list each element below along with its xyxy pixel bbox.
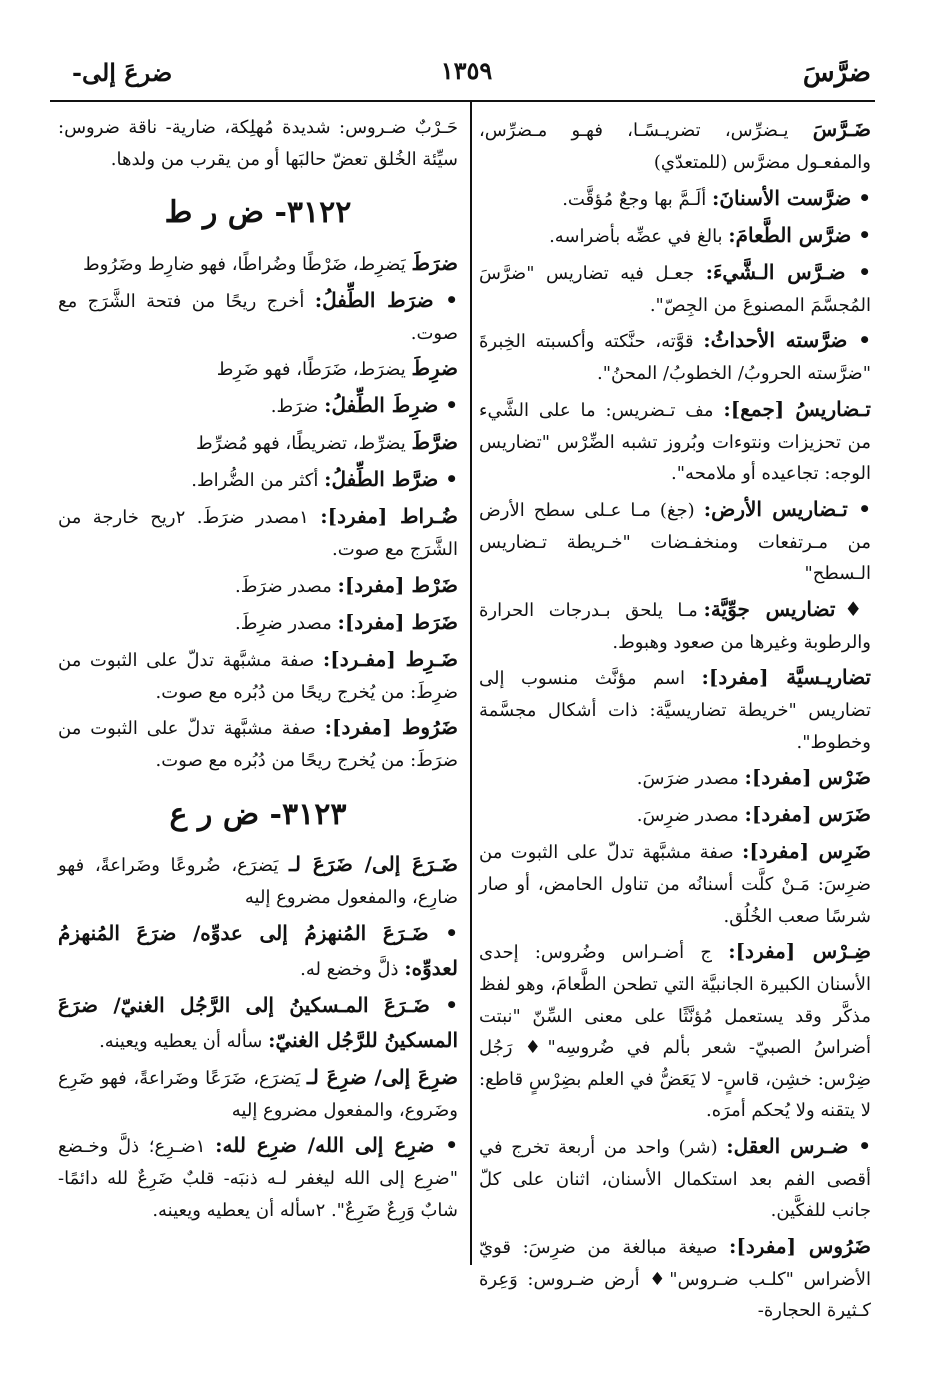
entry (58, 1060, 458, 1127)
headword: ضِـرْس [مفرد]: (728, 939, 871, 963)
definition: ١ضـرِع؛ ذلَّ وخـضع "ضرِع إلى الله ليغفر لـه ذنبَه- قلبٌ ضَرِعٌ لله دائمًا- شابٌ وَرِعٌ ضَرِعٌ". ٢سأله أن يعطيه ويعينه. (58, 1136, 458, 1221)
entry (58, 425, 458, 460)
definition: اسم مؤنَّث منسوب إلى تضاريس "خريطة تضاريسيَّة: ذات أشكال مجسَّمة وخطوط". (479, 668, 871, 753)
headword: ضرِطَ (411, 356, 458, 380)
headword: ضَـرِط [مفـرد]: (322, 646, 459, 671)
continuation-text: حَـرْبٌ ضـروس: شديدة مُهلِكة، ضارية- ناقة ضروس: سيِّئة الخُلق تعضّ حالبَها أو من يقرب من ولدها. (58, 117, 458, 170)
definition: أخرج ريحًا من فتحة الشَّرَج مع صوت. (58, 290, 458, 344)
definition: يَضرَع، ضَرَعًا وضَراعةً، فهو ضَرِع وضَروع، والمفعول مضروع إليه (58, 1067, 458, 1121)
headword: • ضرَّسته الأحداثُ: (703, 328, 871, 352)
root-heading: ٣١٢٢- ض ر ط (164, 195, 352, 230)
entry (479, 112, 871, 179)
left-column (58, 112, 458, 1228)
definition: أكثر من الضُّراط. (191, 470, 325, 491)
headword: • ضرِطَ الطِّفلُ: (324, 393, 458, 417)
headword: • ضرَّس الطَّعامَ: (728, 222, 871, 247)
running-head-mark: - (72, 58, 82, 87)
headword: • ضَـرَعَ المـسكينُ إلى الرَّجُل الغنيّ/ ضرَعَ المسكينُ للرَّجُل الغنيّ: (58, 992, 458, 1052)
entry (58, 283, 458, 350)
headword: ضَرَس [مفرد]: (744, 802, 871, 826)
headword: • ضـرَّس الـشَّيءَ: (705, 259, 872, 284)
definition: ألَـمَّ بها وجعٌ مُؤقَّت. (562, 188, 712, 210)
definition: (جغ) مـا عـلى سطح الأرض من مـرتفعات ومنخفـضات "خـريطة تـضاريس الـسطح" (479, 499, 871, 584)
headword: ضرِعَ إلى/ ضرِعَ لـ (306, 1064, 458, 1089)
entry (58, 988, 458, 1058)
entry (479, 323, 871, 390)
entry (479, 181, 871, 216)
definition: مف تـضريس: ما على الشَّيء من تحزيزات ونتوءات وبُروز تشبه الضِّرْس "تضاريس الوجه: تجاعيده أو ملامحه". (479, 399, 871, 484)
entry (58, 710, 458, 777)
entry (58, 642, 458, 709)
definition: صفة مشبَّهة تدلّ على الثبوت من ضرِطَ: من يُخرج ريحًا من دُبُره مع صوت. (58, 649, 458, 703)
headword: • ضَـرَعَ المُنهزمُ إلى عدوِّه/ ضرَعَ المُنهزمُ لعدوِّه: (58, 920, 458, 980)
entry (58, 351, 458, 386)
headword: • ضرَّست الأسنانَ: (711, 185, 871, 210)
headword: تضاريـسيَّة [مفرد]: (701, 665, 871, 689)
running-head-right: ضرَّسَ (802, 58, 871, 88)
headword: ضرَّطَ (411, 430, 458, 454)
definition: مصدر ضرَطَ. (235, 575, 338, 597)
entry (58, 388, 458, 423)
definition: بالغ في عضِّه بأضراسه. (549, 225, 729, 247)
headword: • ضرَّط الطِّفلُ: (324, 467, 458, 491)
entry (479, 760, 871, 795)
definition: يضرَط، ضَرَطًا، فهو ضَرِط (216, 359, 412, 380)
headword: تـضاريسُ [جمع]: (723, 396, 871, 421)
entry (58, 916, 458, 986)
entry (479, 934, 871, 1127)
root-heading: ٣١٢٣- ض ر ع (169, 796, 347, 832)
entry (479, 218, 871, 253)
definition: صيغة مبالغة من ضرِسَ: قويّ الأضراس "كلـب ضـروس"♦ أرض ضـروس: وَعِرة كـثيرة الحجارة- (479, 1236, 871, 1321)
entry (479, 492, 871, 590)
entry (479, 797, 871, 832)
running-head-left-text: ضرعَ إلى (81, 58, 173, 87)
headword: ضَرُوس [مفرد]: (729, 1233, 872, 1258)
headword: ضَرَط [مفرد]: (337, 609, 458, 634)
entry (479, 1129, 871, 1227)
headword: ضُـراط [مفرد]: (320, 504, 458, 528)
entry (58, 605, 458, 640)
headword: ضَـرَّسَ (812, 117, 871, 141)
definition: ج أضـراس وضُروس: إحدى الأسنان الكبيرة الجانبيَّة التي تطحن الطَّعامَ، وهو لفظ مذكَّر وقد يستعمل مُؤنَّثًا على معنى السِّنّ "نبتت أضراسُ الصبيّ- شعر بألم في ضُروسِه"♦ رَجُل ضِرْس: خشِن، قاسٍ- لا يَعَضُّ في العلم بضِرْسٍ قاطع: لا يتقنه ولا يُحكم أمرَه. (479, 942, 871, 1121)
header-rule (50, 100, 875, 102)
definition: يـضرِّس، تضريـسًـا، فهـو مـضرِّس، والمفعـول مضرَّس (للمتعدّي) (479, 120, 871, 173)
definition: سأله أن يعطيه ويعينه. (99, 1030, 269, 1052)
definition: ذلَّ وخضع له. (300, 958, 405, 980)
entry (479, 592, 871, 659)
headword: • ضرَط الطِّفلُ: (314, 287, 458, 312)
page-number: ١٣٥٩ (440, 56, 493, 85)
definition: يَضرَع، ضُروعًا وضَراعةً، فهو ضارِع، والمفعول مضروع إليه (58, 855, 458, 908)
definition: مصدر ضرِسَ. (636, 805, 745, 826)
definition: صفة مشبَّهة تدلّ على الثبوت من ضرَطَ: من يُخرج ريحًا من دُبُره مع صوت. (58, 718, 458, 771)
definition: يضرِّط، تضريطًا، فهو مُضرِّط (195, 433, 412, 454)
entry (479, 255, 871, 322)
running-head-left (58, 58, 172, 87)
definition: مصدر ضرَسَ. (636, 768, 745, 789)
headword: ضَرِس [مفرد]: (741, 839, 871, 863)
definition: مـا يلحق بـدرجات الحرارة والرطوبة وغيرها من صعود وهبوط. (479, 599, 871, 653)
definition: ضرَط. (270, 396, 325, 417)
entry (58, 1128, 458, 1226)
headword: • تـضاريس الأرض: (703, 496, 871, 521)
headword: • ضرِع إلى الله/ ضرِع لله: (215, 1133, 458, 1157)
headword: ضَرْط [مفرد]: (337, 572, 458, 597)
entry (479, 392, 871, 490)
entry (58, 568, 458, 603)
entry (479, 660, 871, 758)
headword: ♦تضاريس جوِّيَّة: (703, 596, 871, 621)
entry (479, 834, 871, 932)
entry (58, 246, 458, 281)
entry (58, 462, 458, 497)
headword: • ضـرس العقل: (726, 1133, 871, 1158)
headword: ضَرُوط [مفرد]: (324, 715, 459, 739)
definition: قوَّته، حنَّكته وأكسبته الخِبرةَ "ضرَّسته الحروبُ/ الخطوبُ/ المحنُ". (479, 331, 871, 384)
definition: ١مصدر ضرَطَ. ٢ريح خارجة من الشَّرَج مع صوت. (58, 507, 458, 560)
headword: ضرَطَ (411, 250, 458, 275)
definition: (شر) واحد من أربعة تخرج في أقصى الفم بعد استكمال الأسنان، اثنان على كلّ جانب للفكَّين. (479, 1136, 871, 1221)
entry (58, 847, 458, 914)
entry (58, 499, 458, 566)
headword: ضَرْس [مفرد]: (744, 765, 871, 789)
definition: مصدر ضرِطَ. (235, 612, 338, 634)
entry (479, 1229, 871, 1327)
definition: جعـل فيه تضاريس "ضرَّسَ المُجسَّمَ المصنوعَ من الجِصّ". (479, 262, 871, 316)
right-column (479, 112, 871, 1329)
definition: يَضرِط، ضَرْطًا وضُراطًا، فهو ضارِط وضَرُوط (83, 253, 412, 275)
definition: صفة مشبَّهة تدلّ على الثبوت من ضرِسَ: مَـنْ كلَّت أسنانُه من تناول الحامض، أو صار شرسًا صعب الخُلُق. (479, 842, 871, 927)
column-divider (470, 100, 472, 1265)
headword: ضَـرَعَ إلى/ ضَرَعَ لـ (289, 852, 458, 876)
